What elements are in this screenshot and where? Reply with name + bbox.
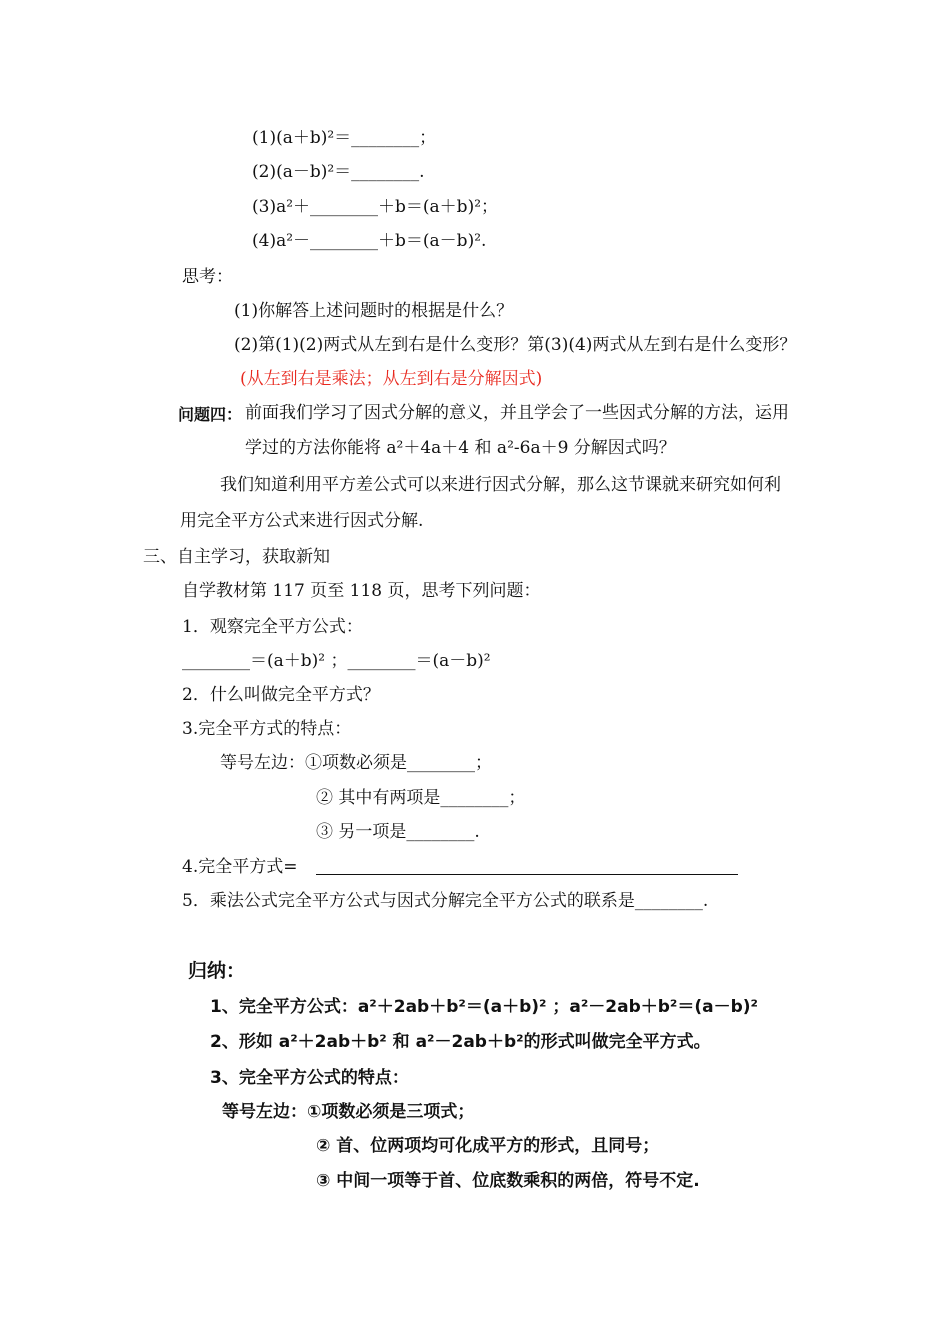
problem4-text-1: 前面我们学习了因式分解的意义，并且学会了一些因式分解的方法，运用 [245, 403, 789, 423]
think-answer: (从左到右是乘法；从左到右是分解因式) [240, 369, 543, 389]
problem4-label: 问题四： [178, 405, 243, 424]
problem4-text-2: 学过的方法你能将 a²＋4a＋4 和 a²-6a＋9 分解因式吗？ [245, 438, 676, 458]
answer-line [316, 874, 738, 875]
section3-q1: 1．观察完全平方公式： [182, 617, 363, 637]
exercise-1: (1)(a＋b)²＝________； [252, 128, 437, 148]
summary-3: 3、完全平方公式的特点： [210, 1068, 409, 1088]
section3-title: 三、自主学习，获取新知 [143, 547, 330, 567]
exercise-2: (2)(a－b)²＝________. [252, 162, 425, 182]
think-question-2: (2)第(1)(2)两式从左到右是什么变形？第(3)(4)两式从左到右是什么变形？ [234, 335, 797, 355]
section3-q5: 5．乘法公式完全平方公式与因式分解完全平方公式的联系是________. [182, 891, 709, 911]
section3-q3-c: ③ 另一项是________. [316, 822, 480, 842]
section3-q3-b: ② 其中有两项是________； [316, 788, 526, 808]
exercise-3: (3)a²＋________＋b＝(a＋b)²； [252, 197, 499, 217]
section3-q2: 2．什么叫做完全平方式？ [182, 685, 380, 705]
section3-q3: 3.完全平方式的特点： [182, 719, 352, 739]
intro-paragraph-2: 用完全平方公式来进行因式分解. [180, 511, 424, 531]
summary-1: 1、完全平方公式：a²＋2ab＋b²＝(a＋b)² ；a²－2ab＋b²＝(a－b)² [210, 997, 759, 1017]
summary-3-b: ② 首、位两项均可化成平方的形式，且同号； [316, 1136, 660, 1156]
summary-3-c: ③ 中间一项等于首、位底数乘积的两倍，符号不定. [316, 1171, 700, 1191]
think-title: 思考： [182, 267, 233, 287]
section3-q4: 4.完全平方式= [182, 857, 298, 877]
think-question-1: (1)你解答上述问题时的根据是什么？ [234, 301, 514, 321]
summary-title: 归纳： [188, 960, 246, 982]
section3-q3-a: 等号左边：①项数必须是________； [220, 753, 492, 773]
section3-instruction: 自学教材第 117 页至 118 页，思考下列问题： [182, 581, 541, 601]
exercise-4: (4)a²－________＋b＝(a－b)². [252, 231, 487, 251]
summary-2: 2、形如 a²＋2ab＋b² 和 a²－2ab＋b²的形式叫做完全平方式。 [210, 1032, 711, 1052]
section3-q1-blank: ________＝(a＋b)² ；________＝(a－b)² [182, 651, 491, 671]
intro-paragraph-1: 我们知道利用平方差公式可以来进行因式分解，那么这节课就来研究如何利 [220, 475, 781, 495]
summary-3-a: 等号左边：①项数必须是三项式； [222, 1102, 475, 1122]
